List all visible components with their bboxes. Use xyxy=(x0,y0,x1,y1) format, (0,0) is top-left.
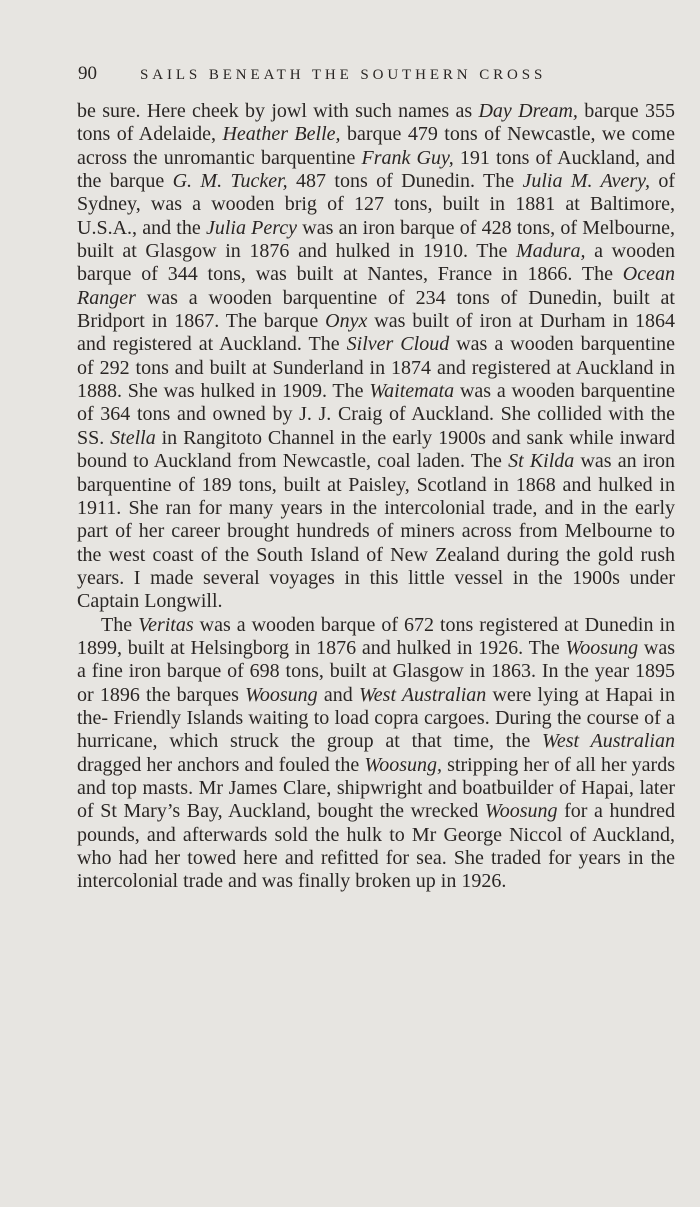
page-number: 90 xyxy=(78,63,97,84)
ship-name: Madura, xyxy=(516,240,586,263)
running-title: SAILS BENEATH THE SOUTHERN CROSS xyxy=(140,67,547,83)
text-run: was a wooden barquentine of 234 tons of Dunedin, built at Bridport in 1867. The barque xyxy=(77,286,675,333)
ship-name: Frank Guy, xyxy=(361,146,454,169)
text-run: barque 355 tons of Adelaide, xyxy=(77,100,676,146)
ship-name: G. M. Tucker, xyxy=(172,170,288,193)
text-run: were lying at Hapai in the‐ Friendly Islands waiting to load copra cargoes. During the course of a hurricane, which struck the group at that time, the xyxy=(77,683,675,753)
ship-name: West Australian xyxy=(358,683,487,706)
text-run: in Rangitoto Channel in the early 1900s and sank while inward bound to Auckland from Newcastle, coal laden. The xyxy=(77,426,675,473)
ship-name: Onyx xyxy=(325,310,368,333)
text-run: and xyxy=(317,683,359,706)
ship-name: Waitemata xyxy=(369,380,455,403)
ship-name: Veritas xyxy=(138,613,194,636)
ship-name: Silver Cloud xyxy=(346,333,450,356)
text-run: was a wooden barquentine of 364 tons and owned by J. J. Craig of Auckland. She collided with the SS. xyxy=(77,380,675,449)
ship-name: St Kilda xyxy=(508,450,575,473)
text-run: was a fine iron barque of 698 tons, built at Glasgow in 1863. In the year 1895 or 1896 the barques xyxy=(77,636,675,706)
page-header xyxy=(78,63,638,87)
ship-name: Woosung xyxy=(245,683,318,706)
text-run: 191 tons of Auckland, and the barque xyxy=(77,146,676,193)
text-run: was an iron barquentine of 189 tons, built at Paisley, Scotland in 1868 and hulked in 1911. She ran for many years in the intercolonial trade, and in the early part of her career brought hundreds of miners across from Melbourne to the west coast of the South Island of New Zealand during the gold rush years. I made several voyages in this little vessel in the 1900s under Captain Longwill. xyxy=(77,450,675,613)
ship-name: West Australian xyxy=(542,730,675,753)
text-run: of Sydney, was a wooden brig of 127 tons, built in 1881 at Baltimore, U.S.A., and the xyxy=(77,170,675,239)
ship-name: Woosung xyxy=(484,800,558,823)
ship-name: Stella xyxy=(110,426,156,449)
paragraph xyxy=(77,614,675,894)
paragraph xyxy=(77,100,675,614)
text-run: was an iron barque of 428 tons, of Melbourne, built at Glasgow in 1876 and hulked in 1910. The xyxy=(77,216,675,263)
text-run: a wooden barque of 344 tons, was built at Nantes, France in 1866. The xyxy=(77,240,675,286)
text-run: stripping her of all her yards and top masts. Mr James Clare, shipwright and boatbuilder of Hapai, later of St Mary’s Bay, Auckland, bought the wrecked xyxy=(77,753,675,823)
text-run: for a hundred pounds, and afterwards sold the hulk to Mr George Niccol of Auckland, who had her towed here and refitted for sea. She traded for years in the intercolonial trade and was finally broken up in 1926. xyxy=(77,800,675,893)
text-run: The xyxy=(101,613,139,636)
text-run: was built of iron at Durham in 1864 and registered at Auckland. The xyxy=(77,310,675,356)
text-run: 487 tons of Dunedin. The xyxy=(287,170,523,193)
text-run: was a wooden barque of 672 tons registered at Dunedin in 1899, built at Helsingborg in 1876 and hulked in 1926. The xyxy=(77,613,675,659)
body-text xyxy=(77,100,675,894)
ship-name: Woosung, xyxy=(364,753,442,776)
text-run: barque 479 tons of Newcastle, we come across the unromantic barquentine xyxy=(77,123,675,169)
ship-name: Heather Belle, xyxy=(222,123,341,146)
ship-name: Julia M. Avery, xyxy=(522,170,650,193)
text-run: was a wooden barquentine of 292 tons and built at Sunderland in 1874 and registered at Auckland in 1888. She was hulked in 1909. The xyxy=(77,333,675,403)
text-run: dragged her anchors and fouled the xyxy=(77,753,365,776)
ship-name: Julia Percy xyxy=(205,216,298,239)
text-run: be sure. Here cheek by jowl with such names as xyxy=(77,100,479,122)
ship-name: Ocean Ranger xyxy=(77,263,675,309)
ship-name: Woosung xyxy=(565,636,639,659)
ship-name: Day Dream, xyxy=(478,100,578,122)
